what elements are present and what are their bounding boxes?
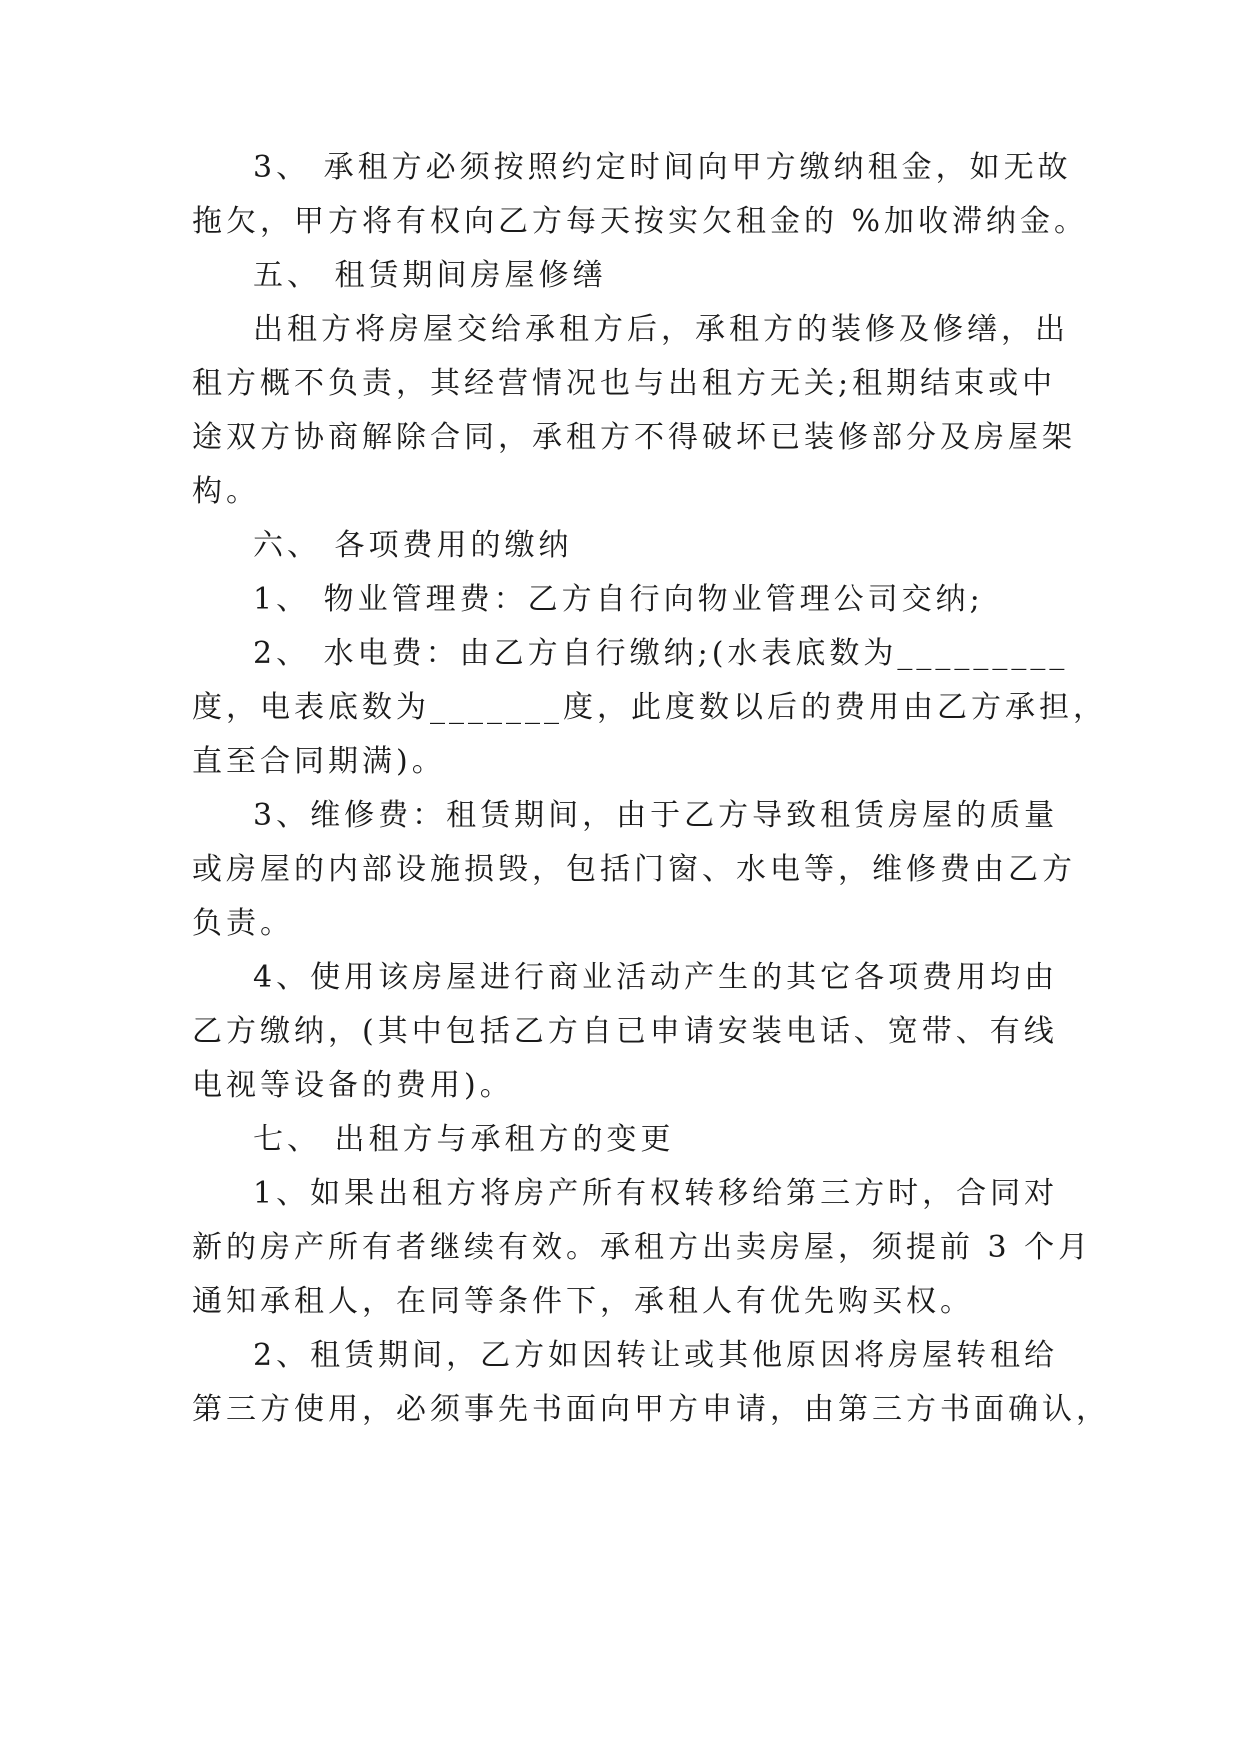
- section-heading: 七、 出租方与承租方的变更: [253, 1122, 675, 1157]
- text-line: 途双方协商解除合同，承租方不得破坏已装修部分及房屋架: [192, 420, 1076, 455]
- text-line: 拖欠，甲方将有权向乙方每天按实欠租金的 %加收滞纳金。: [192, 204, 1089, 239]
- text-line: 或房屋的内部设施损毁，包括门窗、水电等，维修费由乙方: [192, 852, 1076, 887]
- text-line: 第三方使用，必须事先书面向甲方申请，由第三方书面确认，: [192, 1392, 1110, 1427]
- text-line: 1、如果出租方将房产所有权转移给第三方时，合同对: [253, 1176, 1059, 1211]
- section-heading: 六、 各项费用的缴纳: [253, 528, 573, 563]
- text-line: 负责。: [192, 906, 294, 941]
- text-line: 乙方缴纳，(其中包括乙方自已申请安装电话、宽带、有线: [192, 1014, 1058, 1049]
- text-line: 构。: [192, 474, 260, 509]
- text-line: 度，电表底数为_______度，此度数以后的费用由乙方承担，: [192, 690, 1107, 725]
- text-line: 4、使用该房屋进行商业活动产生的其它各项费用均由: [253, 960, 1059, 995]
- text-line: 新的房产所有者继续有效。承租方出卖房屋，须提前 3 个月: [192, 1230, 1093, 1265]
- text-line: 电视等设备的费用)。: [192, 1068, 514, 1103]
- text-line: 通知承租人，在同等条件下，承租人有优先购买权。: [192, 1284, 974, 1319]
- text-line: 租方概不负责，其经营情况也与出租方无关;租期结束或中: [192, 366, 1057, 401]
- text-line: 出租方将房屋交给承租方后，承租方的装修及修缮，出: [253, 312, 1069, 347]
- text-line: 3、维修费：租赁期间，由于乙方导致租赁房屋的质量: [253, 798, 1059, 833]
- text-line: 直至合同期满)。: [192, 744, 446, 779]
- text-line: 3、 承租方必须按照约定时间向甲方缴纳租金，如无故: [253, 150, 1072, 185]
- text-line: 2、 水电费：由乙方自行缴纳;(水表底数为_________: [253, 636, 1069, 671]
- text-line: 2、租赁期间，乙方如因转让或其他原因将房屋转租给: [253, 1338, 1059, 1373]
- section-heading: 五、 租赁期间房屋修缮: [253, 258, 607, 293]
- text-line: 1、 物业管理费：乙方自行向物业管理公司交纳;: [253, 582, 984, 617]
